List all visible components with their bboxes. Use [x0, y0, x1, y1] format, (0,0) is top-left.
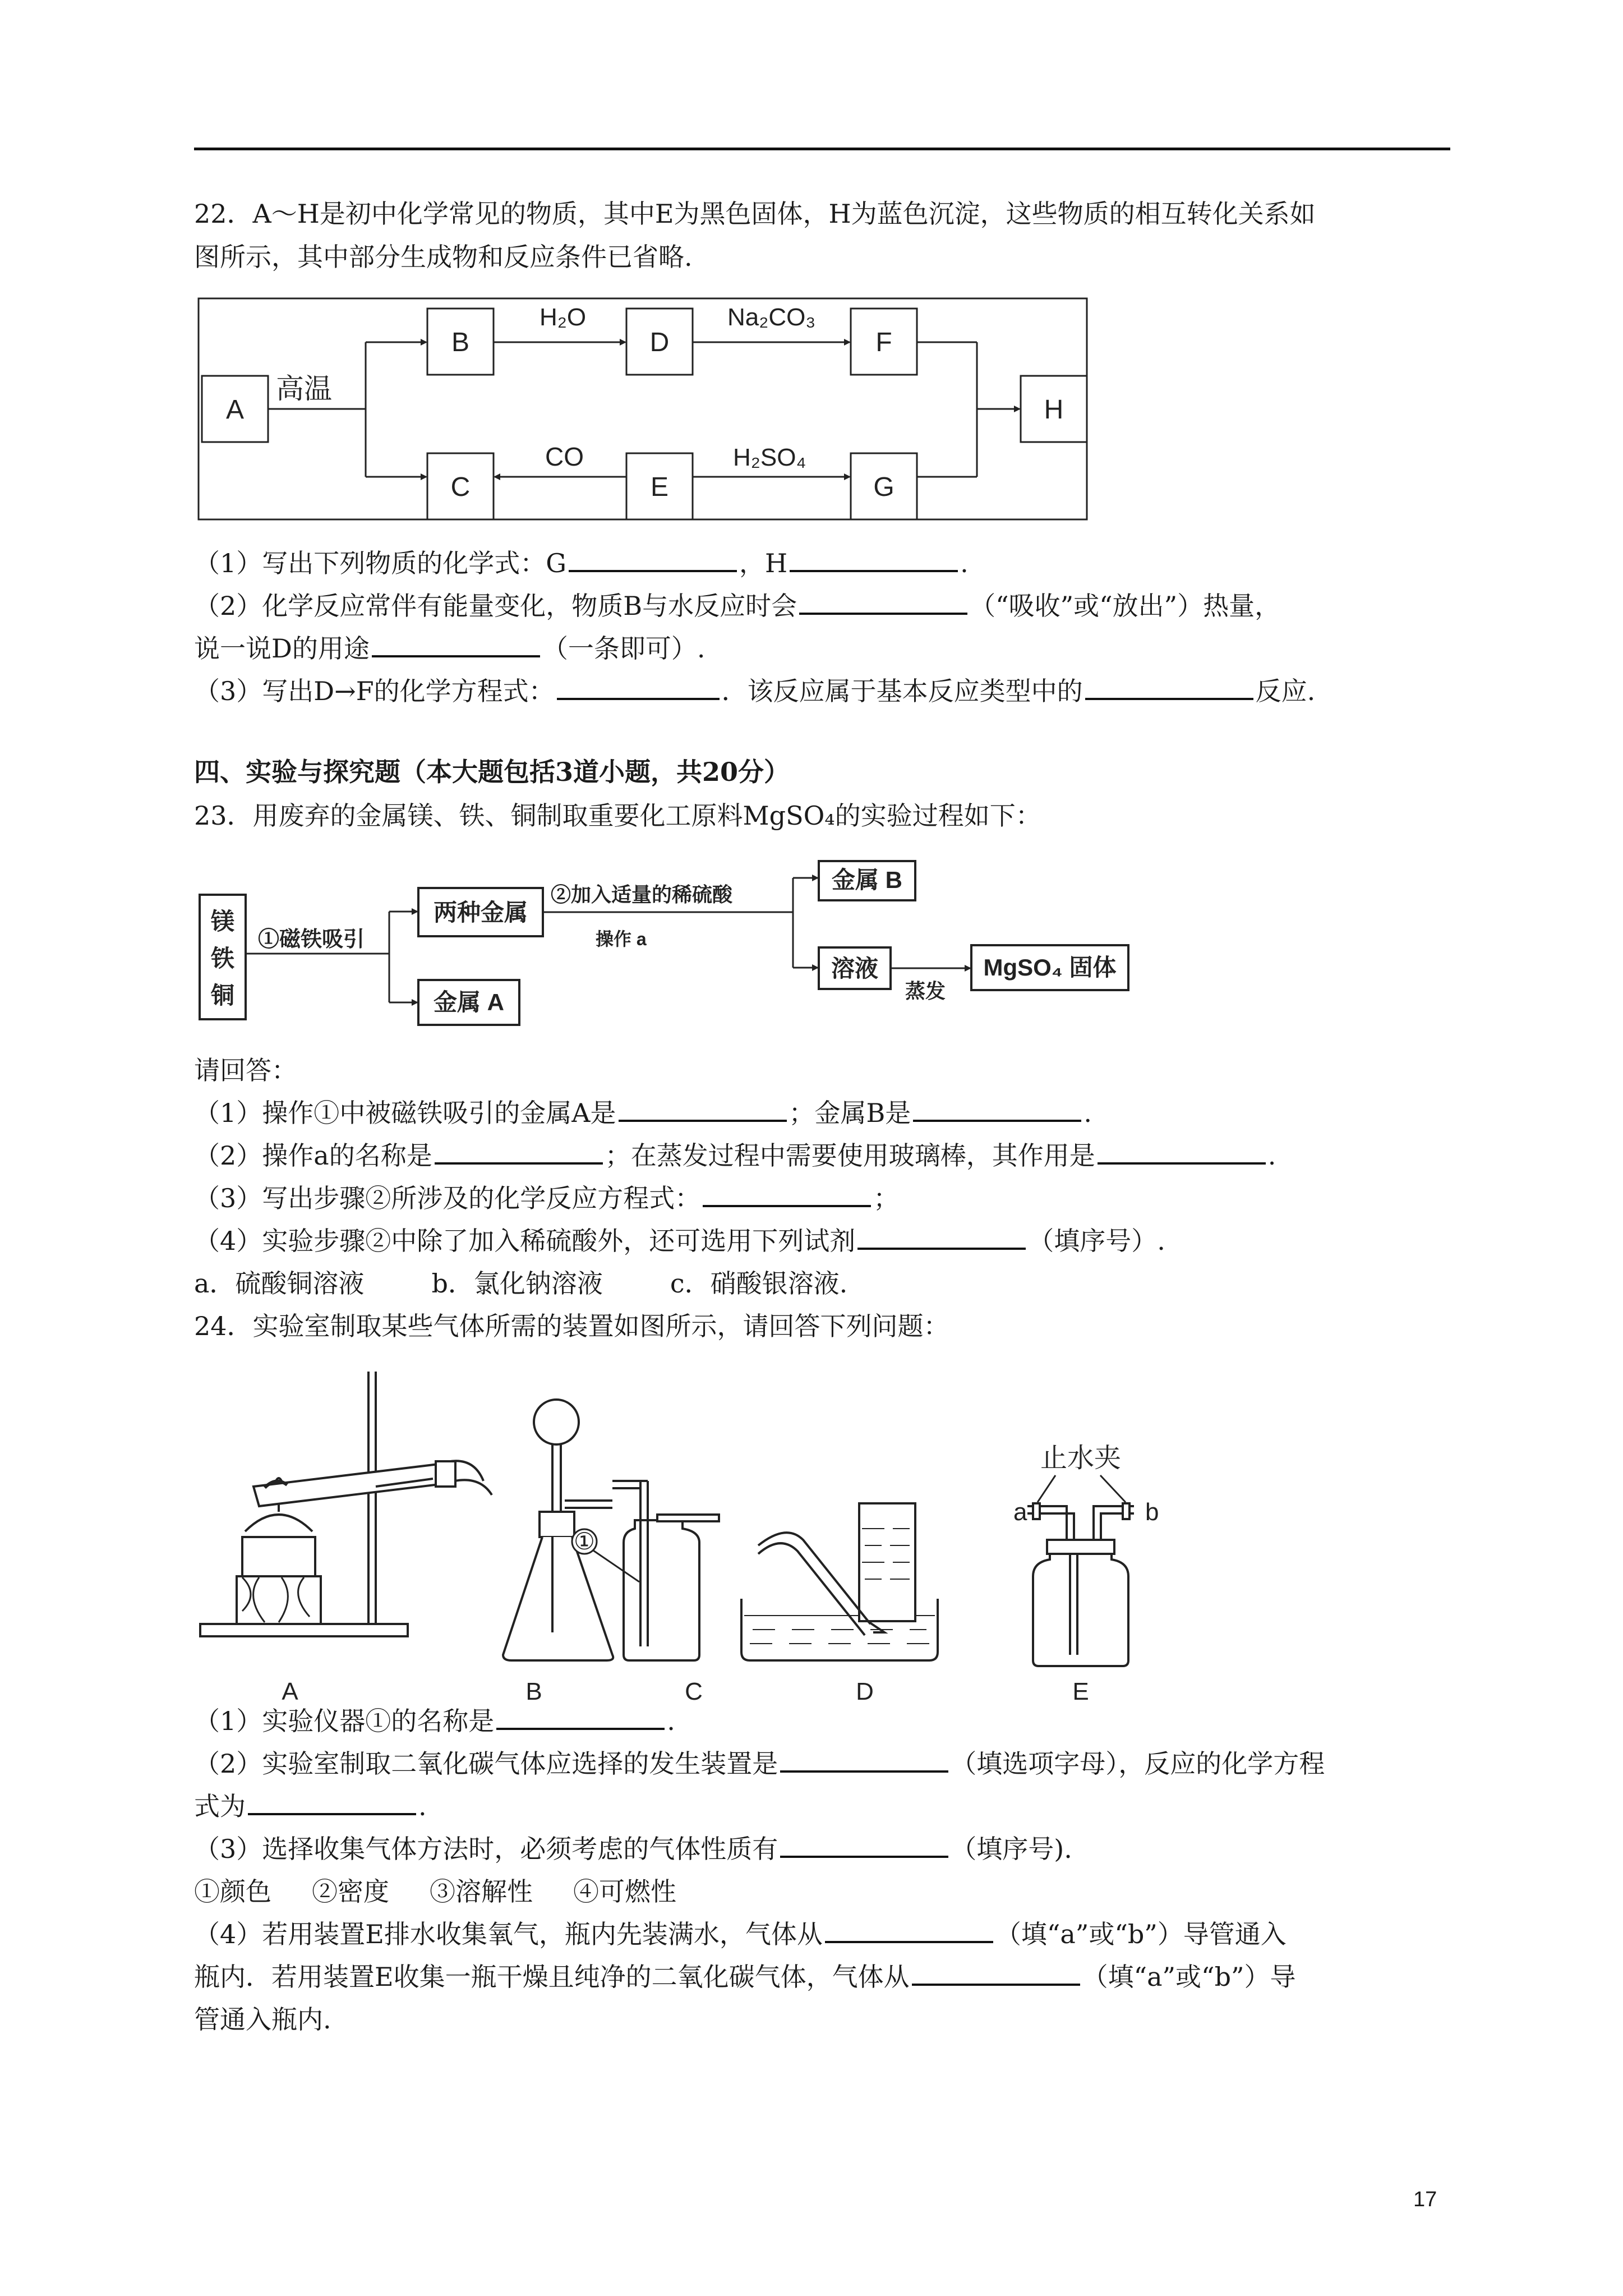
node-g-label: G [873, 472, 895, 502]
answer-blank[interactable] [557, 673, 720, 700]
apparatus-d [741, 1503, 938, 1660]
prop-flammability: ④可燃性 [573, 1876, 676, 1907]
answer-blank[interactable] [248, 1788, 416, 1815]
step1-label: ①磁铁吸引 [258, 928, 365, 951]
evaporate-label: 蒸发 [905, 979, 946, 1002]
node-e-label: E [650, 472, 669, 502]
node-f-label: F [875, 328, 892, 357]
apparatus-a [200, 1372, 492, 1636]
q23-flowchart [197, 861, 1151, 1029]
q23-s4: （4）实验步骤②中除了加入稀硫酸外，还可选用下列试剂 （填序号）. [194, 1221, 1450, 1261]
q23-s3: （3）写出步骤②所涉及的化学反应方程式： ； [194, 1178, 1450, 1218]
q24-apparatus [197, 1369, 1207, 1705]
two-metals-label: 两种金属 [433, 899, 528, 926]
label-co: CO [545, 442, 584, 471]
answer-blank[interactable] [703, 1180, 871, 1207]
q23-s2: （2）操作a的名称是 ；在蒸发过程中需要使用玻璃棒，其作用是 . [194, 1135, 1450, 1176]
label-high-temp: 高温 [276, 373, 332, 404]
apparatus-b [503, 1400, 613, 1660]
prop-solubility: ③溶解性 [430, 1876, 533, 1907]
node-d-label: D [649, 328, 670, 357]
answer-blank[interactable] [780, 1746, 948, 1773]
answer-blank[interactable] [799, 588, 967, 615]
label-h2o: H₂O [540, 303, 587, 331]
circle-one-label: ① [574, 1528, 595, 1554]
port-b-label: b [1145, 1498, 1159, 1526]
option-b: b．氯化钠溶液 [431, 1268, 603, 1299]
q24-s4b: 瓶内．若用装置E收集一瓶干燥且纯净的二氧化碳气体，气体从 （填“a”或“b”）导 [194, 1957, 1450, 1997]
q24-s3-options [194, 1871, 1450, 1912]
page-number: 17 [1413, 2188, 1437, 2211]
prop-color: ①颜色 [194, 1876, 271, 1907]
apparatus-e [1013, 1443, 1159, 1666]
answer-blank[interactable] [569, 545, 737, 572]
solution-label: 溶液 [831, 955, 879, 982]
start-cu: 铜 [210, 982, 235, 1009]
q24-s2b: 式为 . [194, 1786, 1450, 1826]
step2-label: ②加入适量的稀硫酸 [551, 883, 733, 906]
q23-please: 请回答： [194, 1055, 297, 1085]
answer-blank[interactable] [912, 1959, 1080, 1986]
answer-blank[interactable] [496, 1703, 665, 1730]
node-h-label: H [1044, 395, 1064, 425]
metal-b-label: 金属 B [831, 867, 903, 893]
q22-stem-line1: 22．A～H是初中化学常见的物质，其中E为黑色固体，H为蓝色沉淀，这些物质的相互转化关系如 [194, 199, 1316, 229]
q22-sub1: （1）写出下列物质的化学式：G ，H . [194, 543, 1450, 583]
q22-sub2: （2）化学反应常伴有能量变化，物质B与水反应时会 （“吸收”或“放出”）热量， [194, 586, 1450, 626]
q24-s1: （1）实验仪器①的名称是 . [194, 1701, 1450, 1741]
answer-blank[interactable] [913, 1095, 1081, 1122]
port-a-label: a [1013, 1498, 1027, 1526]
op-a-label: 操作 a [596, 929, 647, 949]
option-c: c．硝酸银溶液. [670, 1268, 848, 1299]
metal-a-label: 金属 A [433, 989, 505, 1015]
product-label: MgSO₄ 固体 [983, 954, 1117, 981]
section4-heading: 四、实验与探究题（本大题包括3道小题，共20分） [194, 757, 790, 787]
fig-label-a: A [282, 1678, 298, 1705]
node-b-label: B [451, 328, 470, 357]
answer-blank[interactable] [857, 1223, 1026, 1250]
answer-blank[interactable] [1098, 1138, 1266, 1165]
node-a-label: A [225, 395, 245, 425]
q24-stem: 24．实验室制取某些气体所需的装置如图所示，请回答下列问题： [194, 1311, 949, 1341]
start-fe: 铁 [210, 945, 235, 972]
fig-label-c: C [685, 1678, 703, 1705]
prop-density: ②密度 [312, 1876, 389, 1907]
q23-stem: 23．用废弃的金属镁、铁、铜制取重要化工原料MgSO₄的实验过程如下： [194, 800, 1041, 831]
answer-blank[interactable] [790, 545, 958, 572]
q22-diagram [197, 297, 1089, 522]
clamp-label: 止水夹 [1040, 1443, 1122, 1473]
header-rule [194, 148, 1450, 150]
answer-blank[interactable] [435, 1138, 603, 1165]
q22-stem-line2: 图所示，其中部分生成物和反应条件已省略. [194, 242, 693, 272]
answer-blank[interactable] [1085, 673, 1253, 700]
answer-blank[interactable] [372, 631, 540, 657]
q22-sub2b: 说一说D的用途 （一条即可）. [194, 628, 1450, 669]
answer-blank[interactable] [780, 1831, 948, 1858]
label-na2co3: Na₂CO₃ [727, 303, 816, 331]
q24-s4c: 管通入瓶内. [194, 2004, 331, 2035]
start-mg: 镁 [210, 908, 235, 935]
node-c-label: C [450, 472, 471, 502]
option-a: a．硫酸铜溶液 [194, 1268, 365, 1299]
answer-blank[interactable] [825, 1916, 993, 1943]
fig-label-e: E [1072, 1678, 1089, 1705]
answer-blank[interactable] [619, 1095, 787, 1122]
fig-label-d: D [856, 1678, 874, 1705]
q23-s1: （1）操作①中被磁铁吸引的金属A是 ；金属B是 . [194, 1093, 1450, 1133]
q24-s4: （4）若用装置E排水收集氧气，瓶内先装满水，气体从 （填“a”或“b”）导管通入 [194, 1914, 1450, 1954]
q24-s3: （3）选择收集气体方法时，必须考虑的气体性质有 （填序号). [194, 1829, 1450, 1869]
fig-label-b: B [525, 1678, 542, 1705]
q22-sub3: （3）写出D→F的化学方程式： ．该反应属于基本反应类型中的 反应. [194, 671, 1450, 711]
q24-s2: （2）实验室制取二氧化碳气体应选择的发生装置是 （填选项字母），反应的化学方程 [194, 1743, 1450, 1784]
label-h2so4: H₂SO₄ [733, 444, 806, 471]
q23-options [194, 1263, 1450, 1304]
